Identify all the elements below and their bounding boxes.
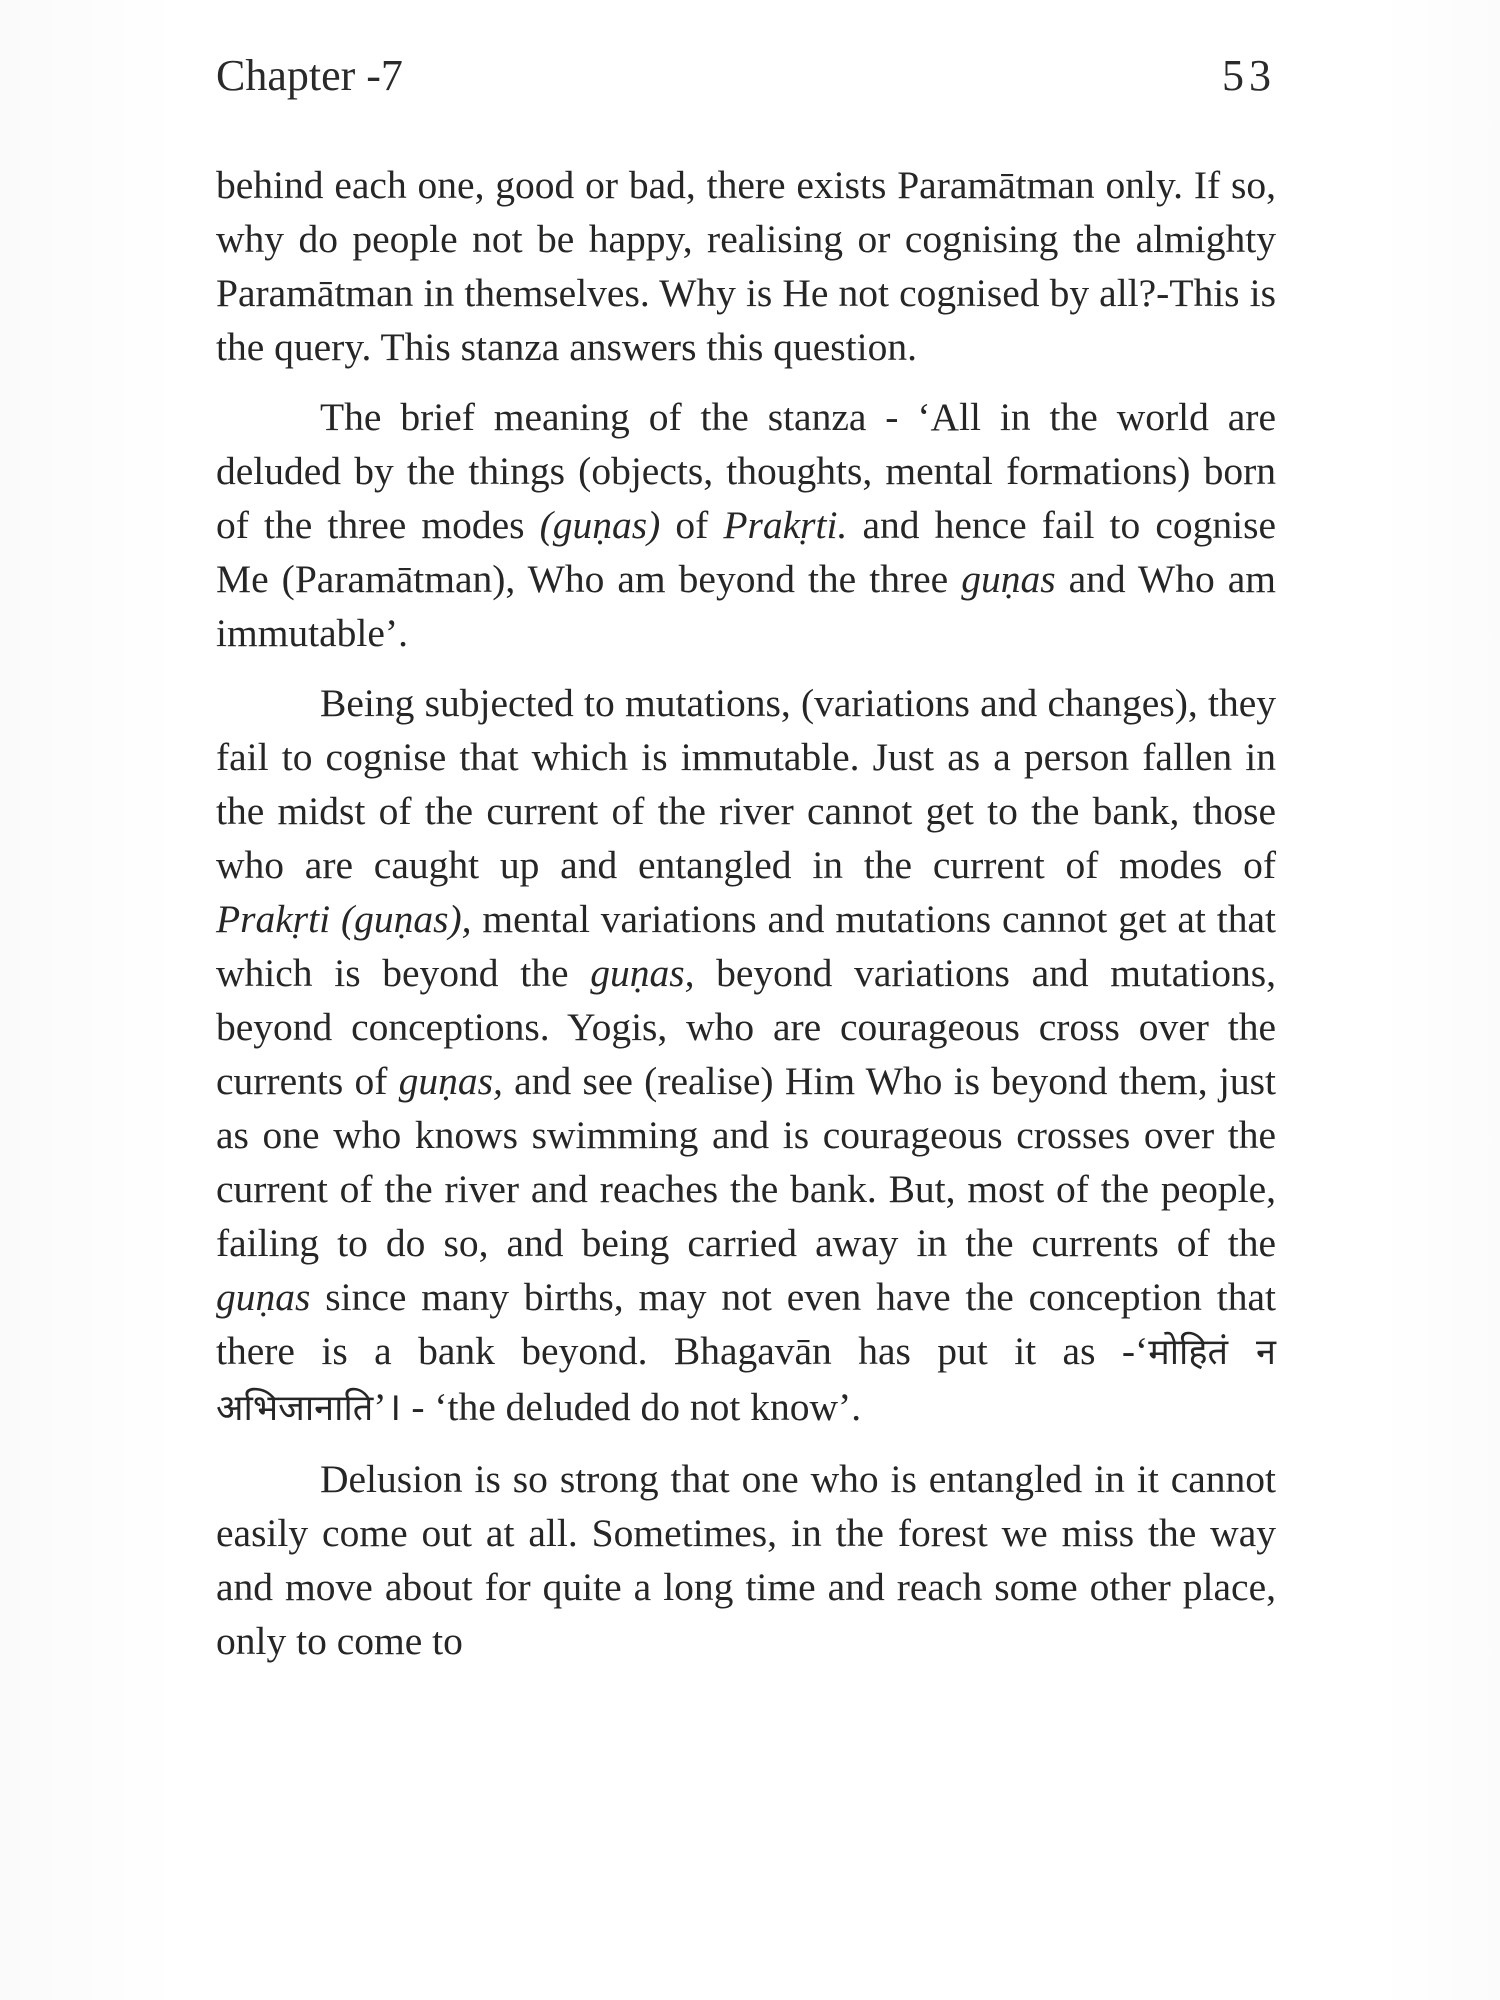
term-gunas: guṇas,: [398, 1059, 503, 1103]
body-text: [216, 158, 1276, 1684]
paragraph-2: [216, 390, 1276, 660]
paragraph-3-text-e: beyond variations and mutations, beyond conceptions. Yogis, who are courageous cross over the currents of: [216, 951, 1276, 1103]
term-gunas: (guṇas): [539, 503, 661, 547]
paragraph-4: Delusion is so strong that one who is entangled in it cannot easily come out at all. Sometimes, in the forest we miss the way and move about for quite a long time and reach some other place, only to come to: [216, 1457, 1276, 1663]
paragraph-3-text-i: since many births, may not even have the conception that there is a bank beyond. Bhagavān has put it as -‘: [216, 1275, 1276, 1373]
chapter-title: Chapter -7: [216, 51, 403, 100]
paragraph-3-text-g: and see (realise) Him Who is beyond them, just as one who knows swimming and is courageous crosses over the current of the river and reaches the bank. But, most of the people, failing to do so, and being carried away in the currents of the: [216, 1059, 1276, 1265]
paragraph-2-text-a: The brief meaning of the stanza - ‘All in the world are deluded by the things (objects, thoughts, mental formations) born of the three modes: [216, 395, 1276, 547]
paragraph-2-text-c: of: [660, 503, 724, 547]
paragraph-1: behind each one, good or bad, there exists Paramātman only. If so, why do people not be happy, realising or cognising the almighty Paramātman in themselves. Why is He not cognised by all?-This is the query. This stanza answers this question.: [216, 163, 1276, 369]
term-gunas: guṇas,: [590, 951, 695, 995]
running-head: [216, 50, 1276, 110]
paragraph-2-text-e: and hence fail to cognise Me (Paramātman), Who am beyond the three: [216, 503, 1276, 601]
paragraph-3-text-k: ’। - ‘the deluded do not know’.: [373, 1385, 862, 1429]
paragraph-3-text-a: Being subjected to mutations, (variations and changes), they fail to cognise that which is immutable. Just as a person fallen in the midst of the current of the river cannot get to the bank, those who are caught up and entangled in the current of modes of: [216, 681, 1276, 887]
term-gunas: guṇas: [216, 1275, 311, 1319]
term-prakrti: Prakṛti.: [723, 503, 848, 547]
page-number: 53: [1222, 51, 1276, 100]
sanskrit-quote: मोहितं न अभिजानाति: [216, 1332, 1276, 1429]
term-prakrti-gunas: Prakṛti (guṇas),: [216, 897, 472, 941]
paragraph-3: [216, 676, 1276, 1436]
paragraph-3-text-c: mental variations and mutations cannot get at that which is beyond the: [216, 897, 1276, 995]
term-gunas: guṇas: [961, 557, 1056, 601]
paragraph-2-text-g: and Who am immutable’.: [216, 557, 1276, 655]
